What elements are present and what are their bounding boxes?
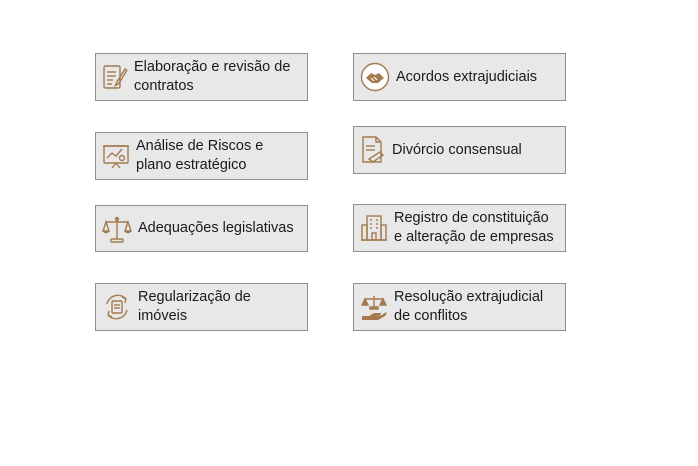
- service-label: Registro de constituição e alteração de empresas: [394, 210, 554, 245]
- service-card-divorcio[interactable]: [353, 126, 566, 174]
- service-card-contratos[interactable]: [95, 53, 308, 101]
- service-label: Regularização de imóveis: [138, 289, 251, 324]
- scale-on-hand-icon: [360, 292, 388, 322]
- contract-pen-icon: [102, 63, 128, 91]
- service-label: Adequações legislativas: [138, 220, 294, 236]
- service-label: Resolução extrajudicial de conflitos: [394, 289, 544, 324]
- service-label: Acordos extrajudiciais: [396, 68, 538, 85]
- service-card-analise-riscos[interactable]: [95, 132, 308, 180]
- service-card-regularizacao[interactable]: [95, 283, 308, 331]
- justice-scale-icon: [102, 215, 132, 243]
- divorce-document-icon: [360, 135, 386, 165]
- service-label: Análise de Riscos e plano estratégico: [136, 138, 264, 173]
- service-card-resolucao-conflitos[interactable]: [353, 283, 566, 331]
- service-label: Divórcio consensual: [392, 141, 522, 158]
- service-card-adequacoes[interactable]: [95, 205, 308, 252]
- service-label: Elaboração e revisão de contratos: [134, 59, 291, 94]
- company-building-icon: [360, 213, 388, 243]
- handshake-icon: [360, 62, 390, 92]
- service-card-registro-empresas[interactable]: [353, 204, 566, 252]
- service-card-acordos[interactable]: [353, 53, 566, 101]
- property-document-refresh-icon: [102, 292, 132, 322]
- risk-analysis-board-icon: [102, 143, 130, 169]
